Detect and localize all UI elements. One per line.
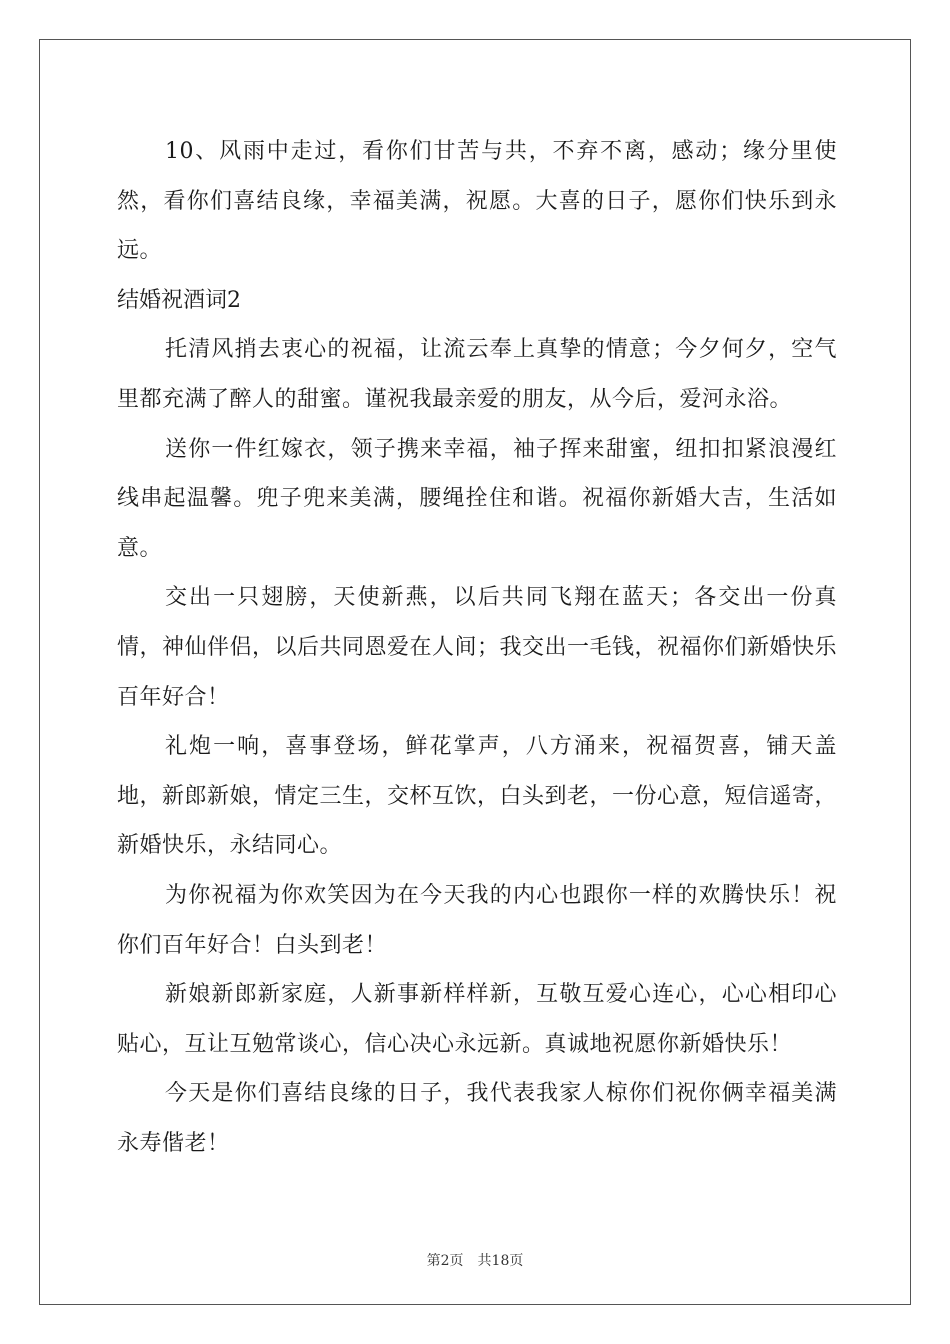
page-total: 共18页 — [477, 1253, 524, 1269]
page-number: 第2页 — [426, 1253, 464, 1269]
document-body — [117, 127, 837, 1168]
page-footer — [0, 1250, 950, 1270]
paragraph: 为你祝福为你欢笑因为在今天我的内心也跟你一样的欢腾快乐！祝你们百年好合！白头到老！ — [117, 882, 837, 958]
paragraph: 今天是你们喜结良缘的日子，我代表我家人椋你们祝你俩幸福美满永寿偕老！ — [117, 1081, 837, 1156]
paragraph: 礼炮一响，喜事登场，鲜花掌声，八方涌来，祝福贺喜，铺天盖地，新郎新娘，情定三生，交杯互饮，白头到老，一份心意，短信遥寄，新婚快乐，永结同心。 — [117, 734, 838, 859]
section-title: 结婚祝酒词2 — [117, 287, 241, 313]
paragraph: 新娘新郎新家庭，人新事新样样新，互敬互爱心连心，心心相印心贴心，互让互勉常谈心，信心决心永远新。真诚地祝愿你新婚快乐！ — [117, 982, 837, 1057]
paragraph: 10、风雨中走过，看你们甘苦与共，不弃不离，感动；缘分里使然，看你们喜结良缘，幸福美满，祝愿。大喜的日子，愿你们快乐到永远。 — [117, 139, 837, 264]
paragraph: 交出一只翅膀，天使新燕，以后共同飞翔在蓝天；各交出一份真情，神仙伴侣，以后共同恩爱在人间；我交出一毛钱，祝福你们新婚快乐百年好合！ — [117, 585, 838, 710]
paragraph: 托清风捎去衷心的祝福，让流云奉上真挚的情意；今夕何夕，空气里都充满了醉人的甜蜜。谨祝我最亲爱的朋友，从今后，爱河永浴。 — [117, 337, 837, 412]
paragraph: 送你一件红嫁衣，领子携来幸福，袖子挥来甜蜜，纽扣扣紧浪漫红线串起温馨。兜子兜来美满，腰绳拴住和谐。祝福你新婚大吉，生活如意。 — [117, 436, 837, 561]
